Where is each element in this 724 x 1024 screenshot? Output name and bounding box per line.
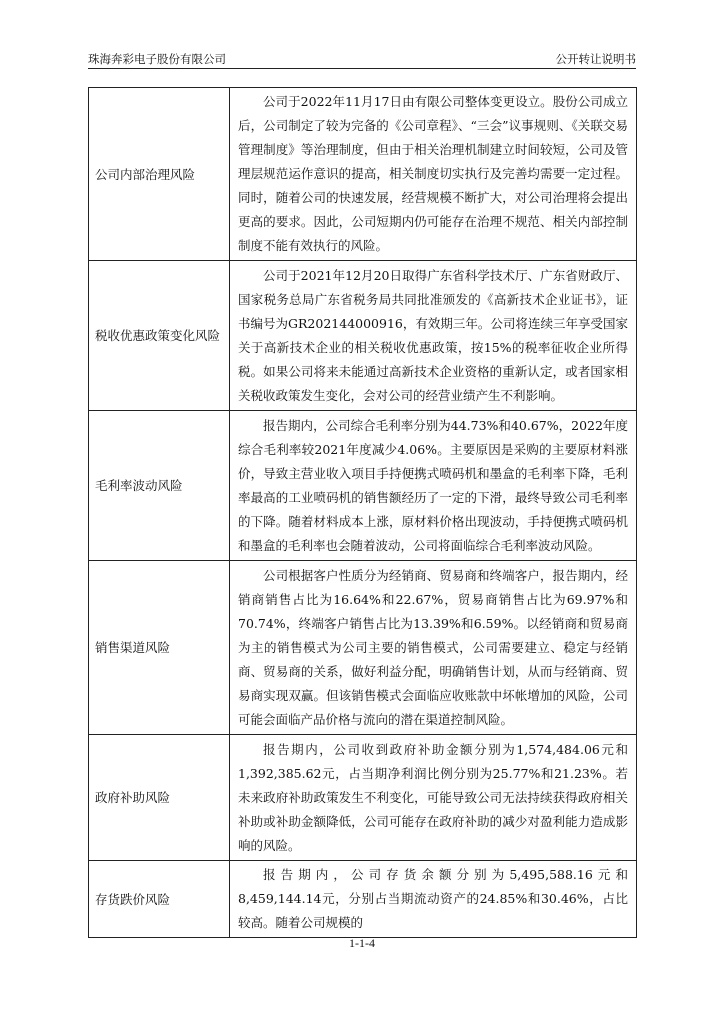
risk-description xyxy=(230,861,637,938)
risk-description-text: 公司于2021年12月20日取得广东省科学技术厅、广东省财政厅、国家税务总局广东省税务局共同批准颁发的《高新技术企业证书》，证书编号为GR202144000916，有效期三年。公司将连续三年享受国家关于高新技术企业的相关税收优惠政策，按15%的税率征收企业所得税。如果公司将来未能通过高新技术企业资格的重新认定，或者国家相关税收政策发生变化，会对公司的经营业绩产生不利影响。 xyxy=(238,267,628,403)
table-row xyxy=(89,88,637,261)
page-number: 1-1-4 xyxy=(349,936,375,950)
table-row xyxy=(89,411,637,561)
table-row xyxy=(89,861,637,938)
page-header xyxy=(88,50,636,66)
risk-name: 税收优惠政策变化风险 xyxy=(89,261,230,411)
risk-description xyxy=(230,261,637,411)
risk-name: 毛利率波动风险 xyxy=(89,411,230,561)
risk-description xyxy=(230,411,637,561)
risk-description-text: 公司于2022年11月17日由有限公司整体变更设立。股份公司成立后，公司制定了较为完备的《公司章程》、“三会”议事规则、《关联交易管理制度》等治理制度，但由于相关治理机制建立时间较短，公司及管理层规范运作意识的提高，相关制度切实执行及完善均需要一定过程。同时，随着公司的快速发展，经营规模不断扩大，对公司治理将会提出更高的要求。因此，公司短期内仍可能存在治理不规范、相关内部控制制度不能有效执行的风险。 xyxy=(238,94,628,253)
risk-description-text: 公司根据客户性质分为经销商、贸易商和终端客户，报告期内，经销商销售占比为16.64%和22.67%，贸易商销售占比为69.97%和70.74%，终端客户销售占比为13.39%和6.59%。以经销商和贸易商为主的销售模式为公司主要的销售模式，公司需要建立、稳定与经销商、贸易商的关系，做好利益分配，明确销售计划，从而与经销商、贸易商实现双赢。但该销售模式会面临应收账款中坏帐增加的风险，公司可能会面临产品价格与流向的潜在渠道控制风险。 xyxy=(238,567,628,727)
table-row xyxy=(89,261,637,411)
risk-description-text: 报告期内，公司收到政府补助金额分别为1,574,484.06元和1,392,385.62元，占当期净利润比例分别为25.77%和21.23%。若未来政府补助政策发生不利变化，可能导致公司无法持续获得政府相关补助或补助金额降低，公司可能存在政府补助的减少对盈利能力造成影响的风险。 xyxy=(238,741,628,853)
risk-description xyxy=(230,88,637,261)
risk-name: 政府补助风险 xyxy=(89,735,230,861)
risk-name: 公司内部治理风险 xyxy=(89,88,230,261)
risk-description-text: 报告期内，公司存货余额分别为5,495,588.16元和8,459,144.14元，分别占当期流动资产的24.85%和30.46%，占比较高。随着公司规模的 xyxy=(238,867,628,930)
risk-description-text: 报告期内，公司综合毛利率分别为44.73%和40.67%，2022年度综合毛利率较2021年度减少4.06%。主要原因是采购的主要原材料涨价，导致主营业收入项目手持便携式喷码机和墨盒的毛利率下降，毛利率最高的工业喷码机的销售额经历了一定的下滑，最终导致公司毛利率的下降。随着材料成本上涨，原材料价格出现波动，手持便携式喷码机和墨盒的毛利率也会随着波动，公司将面临综合毛利率波动风险。 xyxy=(238,417,628,553)
document-title: 公开转让说明书 xyxy=(555,52,636,66)
risk-name: 销售渠道风险 xyxy=(89,561,230,735)
table-row xyxy=(89,735,637,861)
risk-name: 存货跌价风险 xyxy=(89,861,230,938)
company-name: 珠海奔彩电子股份有限公司 xyxy=(88,52,226,66)
risk-description xyxy=(230,735,637,861)
risk-table xyxy=(88,87,637,938)
risk-description xyxy=(230,561,637,735)
table-row xyxy=(89,561,637,735)
header-divider xyxy=(88,68,636,69)
